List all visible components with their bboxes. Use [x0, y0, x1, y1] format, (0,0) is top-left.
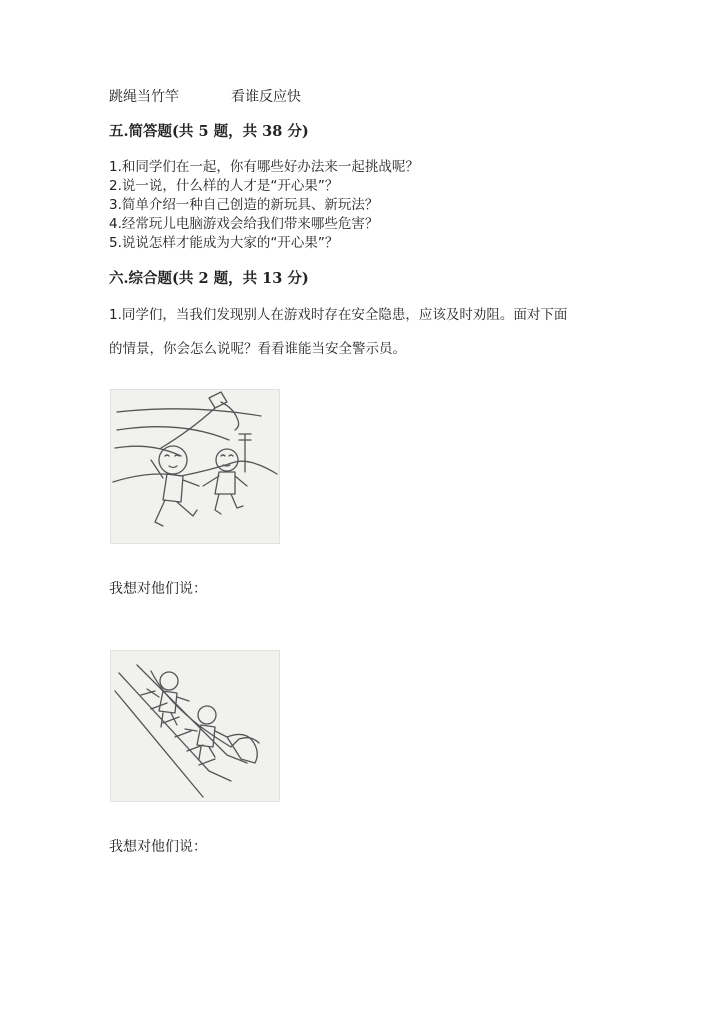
escalator-children-illustration — [110, 650, 280, 802]
question-item: 5.说说怎样才能成为大家的“开心果”？ — [109, 235, 339, 251]
question-item: 3.简单介绍一种自己创造的新玩具、新玩法？ — [109, 197, 379, 213]
activity-label-rope: 跳绳当竹竿 — [109, 89, 179, 105]
answer-prompt-two: 我想对他们说： — [109, 839, 207, 855]
answer-prompt-one: 我想对他们说： — [109, 581, 207, 597]
question-item: 4.经常玩儿电脑游戏会给我们带来哪些危害？ — [109, 216, 379, 232]
question-text-line: 1.同学们，当我们发现别人在游戏时存在安全隐患，应该及时劝阻。面对下面 — [109, 307, 568, 323]
question-text-line: 的情景，你会怎么说呢？看看谁能当安全警示员。 — [109, 341, 406, 357]
section-six-title: 六.综合题(共 2 题，共 13 分) — [109, 270, 309, 287]
section-five-title: 五.简答题(共 5 题，共 38 分) — [109, 123, 309, 140]
question-item: 2.说一说，什么样的人才是“开心果”？ — [109, 178, 339, 194]
kite-running-children-illustration — [110, 389, 280, 544]
question-item: 1.和同学们在一起，你有哪些好办法来一起挑战呢？ — [109, 159, 419, 175]
activity-label-reaction: 看谁反应快 — [231, 89, 301, 105]
